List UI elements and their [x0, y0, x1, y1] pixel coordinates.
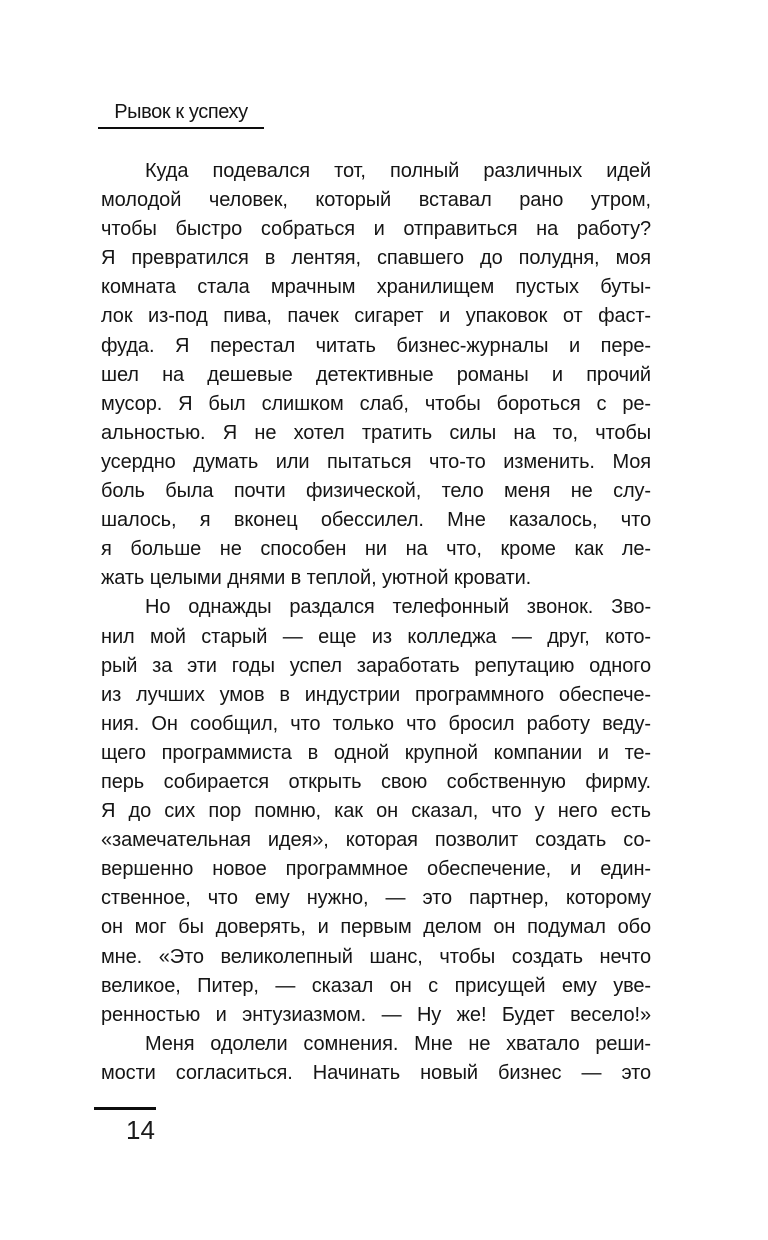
text-line: щего программиста в одной крупной компании и те- — [101, 741, 651, 764]
running-head — [98, 100, 264, 129]
text-line: Меня одолели сомнения. Мне не хватало реши- — [145, 1032, 651, 1055]
paragraph-1 — [101, 157, 651, 593]
text-line: фуда. Я перестал читать бизнес-журналы и пере- — [101, 334, 651, 357]
footer-rule — [94, 1107, 156, 1110]
text-line: я больше не способен ни на что, кроме как ле- — [101, 538, 651, 561]
text-line: альностью. Я не хотел тратить силы на то, чтобы — [101, 421, 651, 444]
header-rule — [98, 127, 264, 129]
text-line: вершенно новое программное обеспечение, и един- — [101, 858, 651, 881]
text-line: боль была почти физической, тело меня не слу- — [101, 480, 651, 503]
text-line: шел на дешевые детективные романы и прочий — [101, 363, 651, 386]
text-line: нил мой старый — еще из колледжа — друг, кото- — [101, 625, 651, 648]
paragraph-3 — [101, 1030, 651, 1088]
text-line: Куда подевался тот, полный различных идей — [145, 160, 651, 182]
text-line: мне. «Это великолепный шанс, чтобы создать нечто — [101, 945, 651, 968]
page-number: 14 — [126, 1115, 155, 1145]
text-line: усердно думать или пытаться что-то изменить. Моя — [101, 450, 651, 473]
text-line: перь собирается открыть свою собственную фирму. — [101, 770, 651, 793]
text-line: лок из-под пива, пачек сигарет и упаковок от фаст- — [101, 305, 651, 328]
text-line: чтобы быстро собраться и отправиться на работу? — [101, 218, 651, 241]
text-line: комната стала мрачным хранилищем пустых буты- — [101, 276, 651, 299]
text-line: рый за эти годы успел заработать репутацию одного — [101, 654, 651, 677]
text-line: молодой человек, который вставал рано утром, — [101, 189, 651, 212]
text-line: из лучших умов в индустрии программного обеспече- — [101, 683, 651, 706]
text-line: Я до сих пор помню, как он сказал, что у него есть — [101, 800, 651, 823]
body-text — [101, 157, 651, 1088]
chapter-title: Рывок к успеху — [114, 101, 248, 123]
text-line: жать целыми днями в теплой, уютной кровати. — [101, 567, 532, 590]
text-line: Но однажды раздался телефонный звонок. Зво- — [145, 596, 651, 619]
text-line: шалось, я вконец обессилел. Мне казалось, что — [101, 509, 651, 532]
text-line: «замечательная идея», которая позволит создать со- — [101, 829, 651, 852]
text-line: ренностью и энтузиазмом. — Ну же! Будет весело!» — [101, 1003, 651, 1026]
text-line: великое, Питер, — сказал он с присущей ему уве- — [101, 974, 651, 997]
paragraph-2 — [101, 593, 651, 1029]
text-line: ния. Он сообщил, что только что бросил работу веду- — [101, 712, 651, 735]
text-line: мусор. Я был слишком слаб, чтобы бороться с ре- — [101, 392, 651, 415]
text-line: он мог бы доверять, и первым делом он подумал обо — [101, 916, 651, 939]
text-line: мости согласиться. Начинать новый бизнес — это — [101, 1061, 651, 1084]
text-line: ственное, что ему нужно, — это партнер, которому — [101, 887, 651, 910]
text-line: Я превратился в лентяя, спавшего до полудня, моя — [101, 247, 651, 270]
